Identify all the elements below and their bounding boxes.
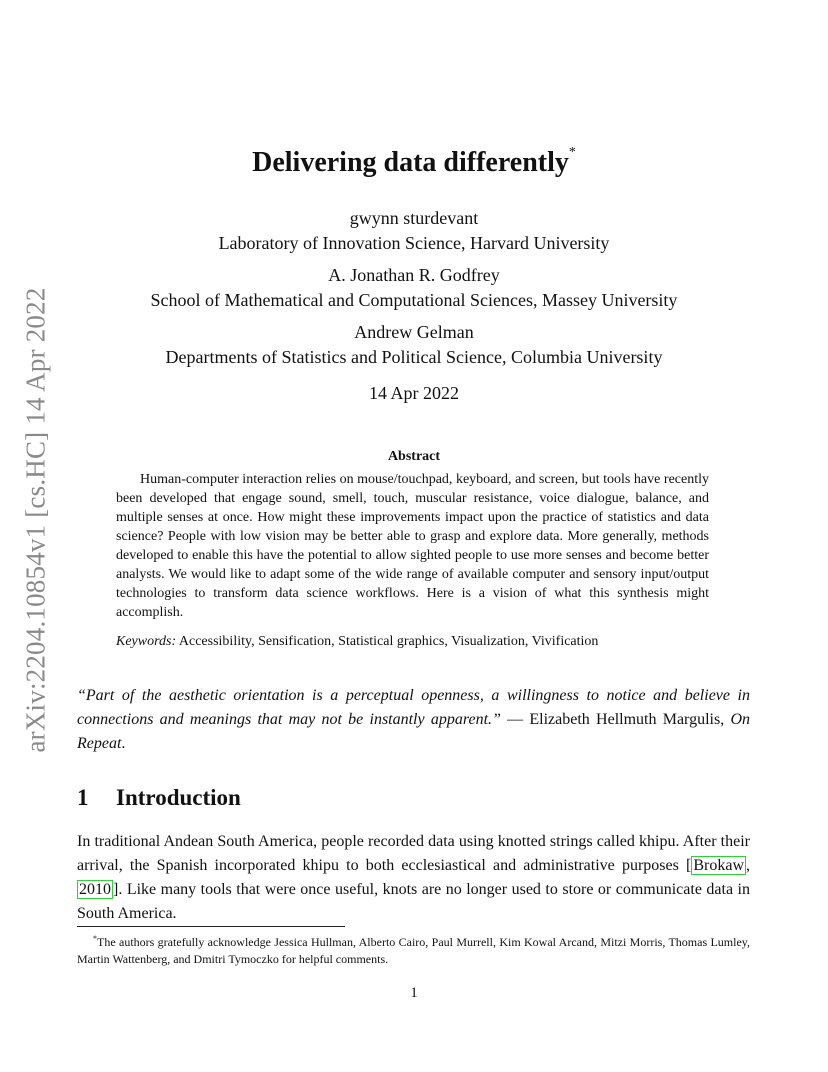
epigraph-source: On Repeat: [77, 711, 750, 752]
footnote-divider: [77, 926, 345, 927]
paper-title: [0, 147, 828, 179]
author-affiliation: Departments of Statistics and Political Science, Columbia University: [165, 347, 663, 367]
author-name: gwynn sturdevant: [349, 208, 479, 228]
footnote-text: The authors gratefully acknowledge Jessica Hullman, Alberto Cairo, Paul Murrell, Kim Kowal Arcand, Mitzi Morris, Thomas Lumley, Martin Wattenberg, and Dmitri Tymoczko for helpful comments.: [77, 935, 750, 966]
keywords-label: Keywords:: [116, 634, 177, 649]
title-footnote-mark[interactable]: *: [568, 145, 576, 160]
author-name: A. Jonathan R. Godfrey: [328, 265, 500, 285]
epigraph-end: .: [121, 735, 126, 752]
paper-date: 14 Apr 2022: [369, 383, 459, 403]
author-block: [0, 320, 828, 370]
section-title: Introduction: [116, 785, 241, 810]
keywords-text: Accessibility, Sensification, Statistical graphics, Visualization, Vivification: [178, 634, 599, 649]
citation-link-author[interactable]: Brokaw: [693, 857, 744, 874]
citation-separator: ,: [746, 857, 750, 874]
page-number: 1: [410, 985, 418, 1001]
epigraph-attribution: — Elizabeth Hellmuth Margulis,: [500, 711, 731, 728]
footnote-mark: *: [93, 934, 97, 943]
author-block: [0, 263, 828, 313]
author-name: Andrew Gelman: [354, 322, 474, 342]
abstract-body: Human-computer interaction relies on mouse/touchpad, keyboard, and screen, but tools have recently been developed that engage sound, smell, touch, muscular resistance, voice dialogue, balance, and multiple senses at once. How might these improvements impact upon the practice of statistics and data science? People with low vision may be better able to grasp and explore data. More generally, methods developed to enable this have the potential to allow sighted people to use more senses and become better analysts. We would like to adapt some of the wide range of available computer and sensory input/output technologies to transform data science workflows. Here is a vision of what this synthesis might accomplish.: [116, 472, 709, 620]
section-number: 1: [77, 785, 89, 810]
arxiv-identifier-stamp: arXiv:2204.10854v1 [cs.HC] 14 Apr 2022: [20, 287, 51, 753]
introduction-paragraph: In traditional Andean South America, people recorded data using knotted strings called khipu. After their arrival, the Spanish incorporated khipu to both ecclesiastical and administrative purposes [ Brokaw , 2010 ]. Like many tools that were once useful, knots are no longer used to store or communicate data in South America.: [77, 833, 750, 922]
footnote: [77, 930, 750, 968]
abstract-heading: Abstract: [387, 449, 441, 464]
epigraph-quote: “Part of the aesthetic orientation is a perceptual openness, a willingness to notice and believe in connections and meanings that may not be instantly apparent.”: [77, 687, 750, 728]
author-block: [0, 206, 828, 256]
author-affiliation: School of Mathematical and Computational Sciences, Massey University: [150, 290, 678, 310]
author-affiliation: Laboratory of Innovation Science, Harvard University: [218, 233, 610, 253]
intro-text-after-citation: . Like many tools that were once useful, knots are no longer used to store or communicate data in South America.: [77, 881, 750, 922]
intro-text-before-citation: In traditional Andean South America, people recorded data using knotted strings called khipu. After their arrival, the Spanish incorporated khipu to both ecclesiastical and administrative purposes: [77, 833, 750, 874]
epigraph: [77, 684, 750, 756]
paper-title-text: Delivering data differently: [252, 147, 569, 178]
author-list: [0, 206, 828, 377]
citation-link-year[interactable]: 2010: [79, 881, 111, 898]
keywords-line: [116, 634, 716, 650]
section-heading: [77, 785, 241, 811]
